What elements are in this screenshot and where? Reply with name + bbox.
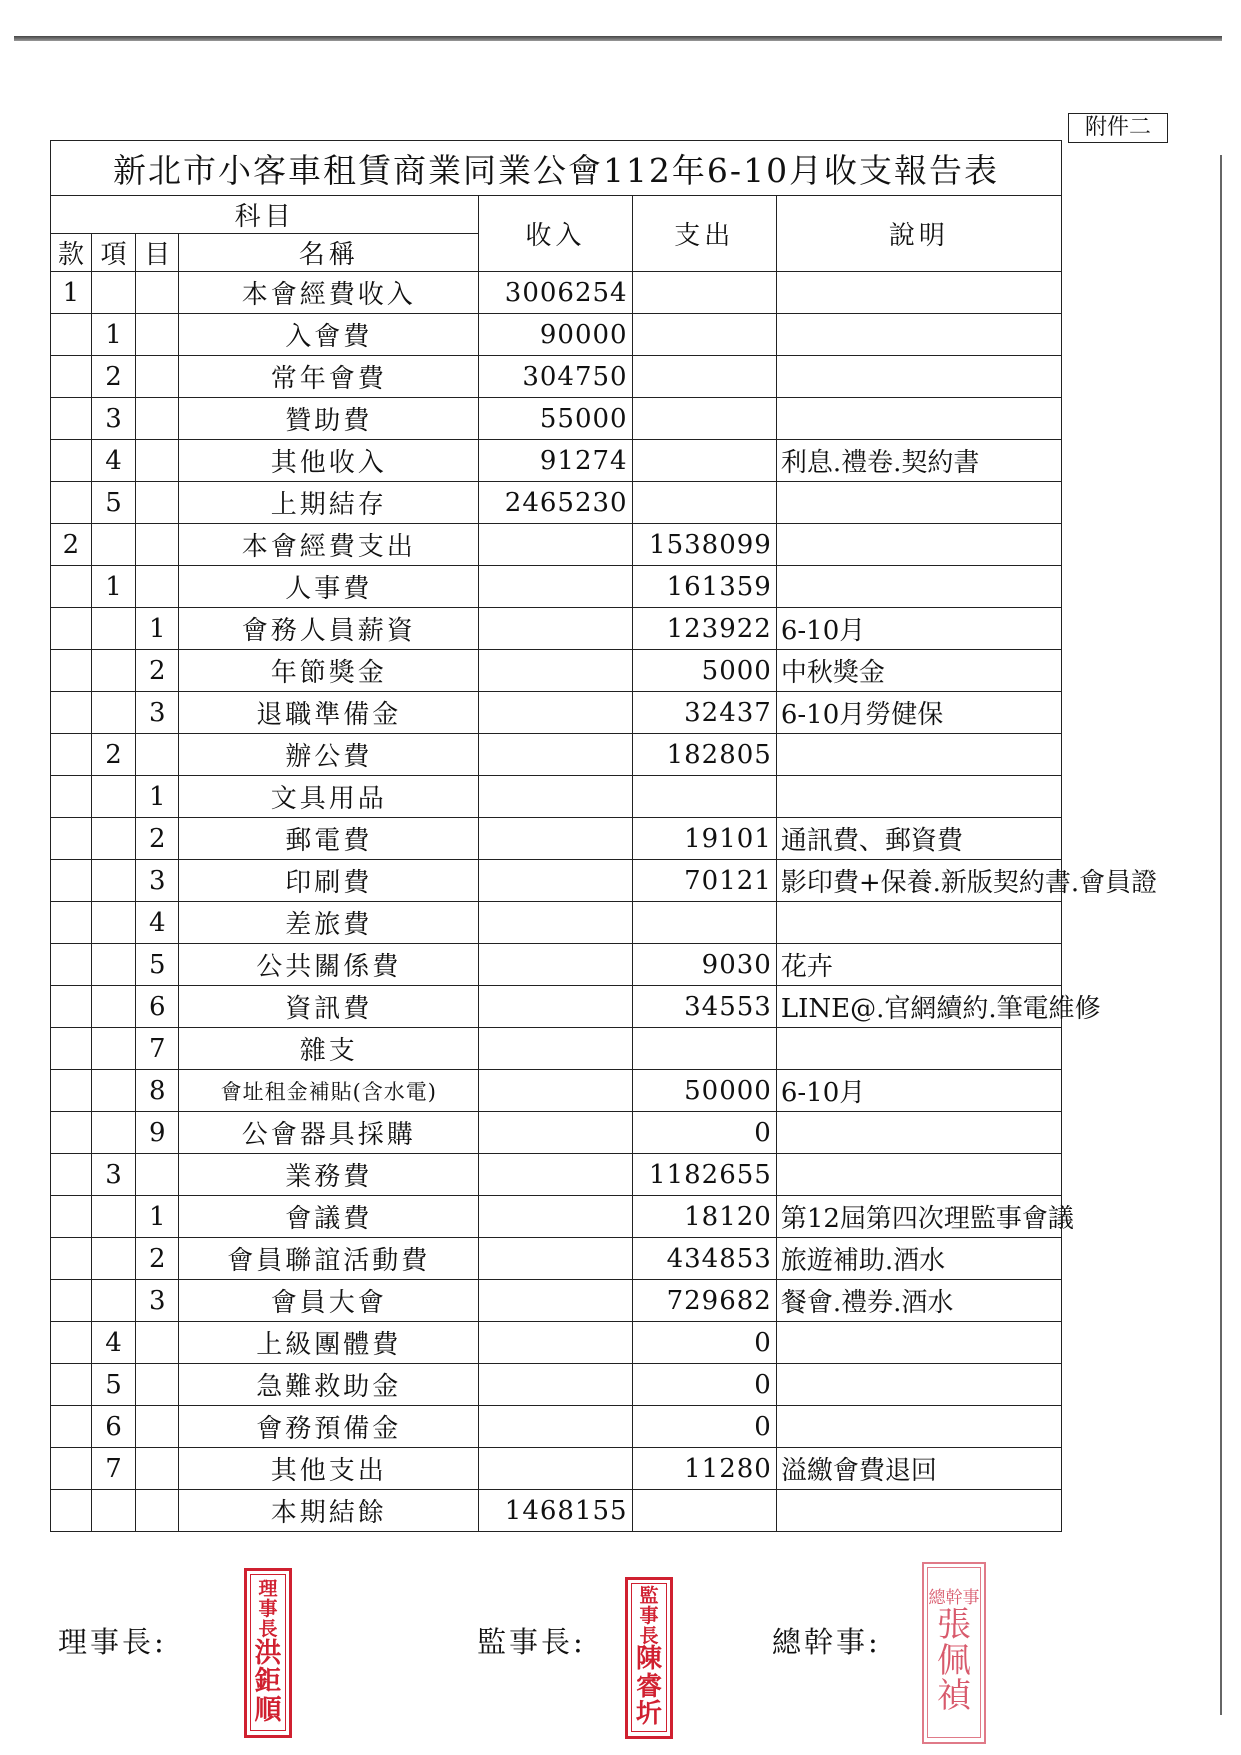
table-row — [51, 524, 1062, 566]
row-note: 花卉 — [776, 944, 1061, 986]
row-expense — [632, 1490, 776, 1532]
row-note — [776, 314, 1061, 356]
row-note — [776, 1406, 1061, 1448]
row-kuan — [51, 1322, 92, 1364]
row-income — [479, 1196, 632, 1238]
row-mu — [136, 524, 179, 566]
row-xiang: 2 — [91, 734, 135, 776]
row-note: 第12屆第四次理監事會議 — [776, 1196, 1061, 1238]
row-name: 公共關係費 — [179, 944, 479, 986]
row-note — [776, 272, 1061, 314]
row-xiang — [91, 608, 135, 650]
row-xiang: 4 — [91, 1322, 135, 1364]
row-expense: 70121 — [632, 860, 776, 902]
row-name: 急難救助金 — [179, 1364, 479, 1406]
row-expense: 1182655 — [632, 1154, 776, 1196]
row-name: 贊助費 — [179, 398, 479, 440]
row-mu: 7 — [136, 1028, 179, 1070]
row-name: 資訊費 — [179, 986, 479, 1028]
row-mu: 5 — [136, 944, 179, 986]
row-kuan — [51, 1280, 92, 1322]
table-row — [51, 818, 1062, 860]
row-expense: 434853 — [632, 1238, 776, 1280]
row-income — [479, 860, 632, 902]
row-note — [776, 566, 1061, 608]
row-mu — [136, 356, 179, 398]
header-mu: 目 — [136, 234, 179, 272]
row-xiang — [91, 1070, 135, 1112]
row-kuan — [51, 1448, 92, 1490]
scan-edge-line — [14, 36, 1222, 41]
row-note — [776, 902, 1061, 944]
row-mu: 3 — [136, 692, 179, 734]
row-xiang — [91, 986, 135, 1028]
supervisor-label: 監事長: — [477, 1625, 586, 1659]
row-xiang — [91, 1112, 135, 1154]
row-income — [479, 734, 632, 776]
table-row — [51, 1406, 1062, 1448]
row-note: 餐會.禮券.酒水 — [776, 1280, 1061, 1322]
row-note: 6-10月勞健保 — [776, 692, 1061, 734]
row-mu — [136, 1490, 179, 1532]
row-name: 會議費 — [179, 1196, 479, 1238]
row-name: 印刷費 — [179, 860, 479, 902]
row-income — [479, 1448, 632, 1490]
report-title: 新北市小客車租賃商業同業公會112年6-10月收支報告表 — [51, 141, 1062, 196]
row-income — [479, 1238, 632, 1280]
row-kuan — [51, 1364, 92, 1406]
row-note: LINE@.官網續約.筆電維修 — [776, 986, 1061, 1028]
row-expense: 19101 — [632, 818, 776, 860]
chairman-seal-name: 洪鉅順 — [254, 1637, 282, 1726]
row-income: 90000 — [479, 314, 632, 356]
supervisor-seal — [625, 1577, 673, 1739]
supervisor-seal-name: 陳睿圻 — [635, 1644, 662, 1730]
row-note — [776, 1154, 1061, 1196]
header-expense: 支出 — [632, 196, 776, 272]
row-note — [776, 1322, 1061, 1364]
row-name: 會員大會 — [179, 1280, 479, 1322]
row-note — [776, 776, 1061, 818]
row-name: 差旅費 — [179, 902, 479, 944]
row-name: 常年會費 — [179, 356, 479, 398]
row-kuan — [51, 776, 92, 818]
row-note: 6-10月 — [776, 1070, 1061, 1112]
row-xiang: 5 — [91, 482, 135, 524]
table-row — [51, 944, 1062, 986]
row-name: 年節獎金 — [179, 650, 479, 692]
row-kuan — [51, 1406, 92, 1448]
row-xiang — [91, 650, 135, 692]
row-xiang: 7 — [91, 1448, 135, 1490]
row-income — [479, 566, 632, 608]
row-name: 本期結餘 — [179, 1490, 479, 1532]
row-name: 會址租金補貼(含水電) — [179, 1070, 479, 1112]
row-income — [479, 944, 632, 986]
row-income — [479, 1280, 632, 1322]
secretary-seal — [922, 1562, 986, 1744]
table-row — [51, 1448, 1062, 1490]
row-expense: 0 — [632, 1364, 776, 1406]
row-kuan — [51, 1112, 92, 1154]
header-kuan: 款 — [51, 234, 92, 272]
row-name: 上期結存 — [179, 482, 479, 524]
row-xiang — [91, 692, 135, 734]
row-mu: 6 — [136, 986, 179, 1028]
row-income — [479, 650, 632, 692]
row-income — [479, 902, 632, 944]
row-name: 會務預備金 — [179, 1406, 479, 1448]
row-name: 入會費 — [179, 314, 479, 356]
row-kuan — [51, 566, 92, 608]
row-name: 公會器具採購 — [179, 1112, 479, 1154]
row-mu — [136, 272, 179, 314]
row-xiang: 6 — [91, 1406, 135, 1448]
row-mu — [136, 1364, 179, 1406]
row-kuan — [51, 1490, 92, 1532]
row-kuan — [51, 734, 92, 776]
row-expense: 32437 — [632, 692, 776, 734]
table-row — [51, 1490, 1062, 1532]
row-name: 退職準備金 — [179, 692, 479, 734]
row-xiang — [91, 776, 135, 818]
row-expense — [632, 272, 776, 314]
table-row — [51, 566, 1062, 608]
row-xiang — [91, 1280, 135, 1322]
table-row — [51, 440, 1062, 482]
row-name: 本會經費收入 — [179, 272, 479, 314]
row-income: 304750 — [479, 356, 632, 398]
row-name: 上級團體費 — [179, 1322, 479, 1364]
row-kuan — [51, 1028, 92, 1070]
row-mu — [136, 440, 179, 482]
row-income — [479, 1364, 632, 1406]
row-name: 其他收入 — [179, 440, 479, 482]
header-income: 收入 — [479, 196, 632, 272]
row-name: 郵電費 — [179, 818, 479, 860]
row-note: 中秋獎金 — [776, 650, 1061, 692]
chairman-label: 理事長: — [58, 1625, 167, 1659]
row-mu — [136, 734, 179, 776]
row-expense: 123922 — [632, 608, 776, 650]
row-kuan — [51, 1154, 92, 1196]
row-income — [479, 1112, 632, 1154]
row-kuan: 2 — [51, 524, 92, 566]
row-mu — [136, 482, 179, 524]
row-income: 1468155 — [479, 1490, 632, 1532]
row-kuan — [51, 398, 92, 440]
table-row — [51, 1322, 1062, 1364]
row-xiang: 1 — [91, 314, 135, 356]
row-xiang — [91, 524, 135, 566]
row-income: 3006254 — [479, 272, 632, 314]
secretary-label: 總幹事: — [772, 1625, 881, 1659]
row-income — [479, 818, 632, 860]
chairman-seal — [244, 1568, 292, 1738]
row-mu: 9 — [136, 1112, 179, 1154]
row-name: 雜支 — [179, 1028, 479, 1070]
table-row — [51, 1364, 1062, 1406]
row-kuan — [51, 692, 92, 734]
table-row — [51, 734, 1062, 776]
row-expense — [632, 314, 776, 356]
row-xiang: 2 — [91, 356, 135, 398]
row-mu — [136, 1448, 179, 1490]
row-expense: 0 — [632, 1406, 776, 1448]
row-kuan — [51, 440, 92, 482]
row-note — [776, 1490, 1061, 1532]
row-income — [479, 1070, 632, 1112]
row-xiang — [91, 1196, 135, 1238]
row-xiang — [91, 944, 135, 986]
table-row — [51, 314, 1062, 356]
table-row — [51, 776, 1062, 818]
row-kuan — [51, 986, 92, 1028]
row-mu: 2 — [136, 650, 179, 692]
table-row — [51, 902, 1062, 944]
row-kuan: 1 — [51, 272, 92, 314]
table-row — [51, 860, 1062, 902]
table-row — [51, 1028, 1062, 1070]
row-expense: 0 — [632, 1322, 776, 1364]
row-kuan — [51, 1196, 92, 1238]
table-row — [51, 272, 1062, 314]
row-xiang — [91, 1490, 135, 1532]
row-mu — [136, 1322, 179, 1364]
row-expense: 50000 — [632, 1070, 776, 1112]
row-note — [776, 1028, 1061, 1070]
table-row — [51, 356, 1062, 398]
row-name: 會務人員薪資 — [179, 608, 479, 650]
row-income — [479, 524, 632, 566]
row-income — [479, 692, 632, 734]
row-income: 91274 — [479, 440, 632, 482]
row-note — [776, 1364, 1061, 1406]
row-income — [479, 986, 632, 1028]
row-expense — [632, 356, 776, 398]
row-name: 業務費 — [179, 1154, 479, 1196]
row-kuan — [51, 902, 92, 944]
row-kuan — [51, 314, 92, 356]
row-expense — [632, 482, 776, 524]
row-note: 影印費+保養.新版契約書.會員證 — [776, 860, 1061, 902]
row-income — [479, 608, 632, 650]
row-xiang — [91, 1238, 135, 1280]
table-row — [51, 482, 1062, 524]
row-kuan — [51, 1238, 92, 1280]
header-xiang: 項 — [91, 234, 135, 272]
row-expense: 729682 — [632, 1280, 776, 1322]
row-note: 利息.禮卷.契約書 — [776, 440, 1061, 482]
row-xiang — [91, 902, 135, 944]
row-note — [776, 398, 1061, 440]
row-mu: 4 — [136, 902, 179, 944]
header-name: 名稱 — [179, 234, 479, 272]
table-row — [51, 650, 1062, 692]
secretary-seal-name: 張佩禎 — [937, 1604, 971, 1717]
table-row — [51, 1070, 1062, 1112]
attachment-label: 附件二 — [1068, 113, 1168, 143]
row-kuan — [51, 608, 92, 650]
row-note — [776, 734, 1061, 776]
table-row — [51, 692, 1062, 734]
header-note: 說明 — [776, 196, 1061, 272]
row-mu: 8 — [136, 1070, 179, 1112]
table-row — [51, 1238, 1062, 1280]
row-note — [776, 1112, 1061, 1154]
row-income: 55000 — [479, 398, 632, 440]
row-mu — [136, 398, 179, 440]
secretary-seal-title: 總幹事 — [928, 1588, 980, 1609]
row-income — [479, 1322, 632, 1364]
row-expense: 161359 — [632, 566, 776, 608]
row-expense: 34553 — [632, 986, 776, 1028]
supervisor-seal-title: 監事長 — [639, 1584, 659, 1647]
row-xiang — [91, 818, 135, 860]
row-expense — [632, 440, 776, 482]
row-expense: 182805 — [632, 734, 776, 776]
row-note — [776, 356, 1061, 398]
row-name: 本會經費支出 — [179, 524, 479, 566]
row-kuan — [51, 356, 92, 398]
row-expense — [632, 1028, 776, 1070]
row-expense: 18120 — [632, 1196, 776, 1238]
chairman-seal-title: 理事長 — [258, 1578, 278, 1640]
table-row — [51, 398, 1062, 440]
row-kuan — [51, 650, 92, 692]
row-mu: 2 — [136, 818, 179, 860]
row-xiang: 4 — [91, 440, 135, 482]
row-mu: 1 — [136, 776, 179, 818]
row-kuan — [51, 944, 92, 986]
row-mu — [136, 1154, 179, 1196]
row-income — [479, 1154, 632, 1196]
table-row — [51, 608, 1062, 650]
row-expense: 9030 — [632, 944, 776, 986]
row-income — [479, 1028, 632, 1070]
row-xiang — [91, 1028, 135, 1070]
row-mu — [136, 314, 179, 356]
row-xiang — [91, 860, 135, 902]
row-kuan — [51, 818, 92, 860]
row-kuan — [51, 860, 92, 902]
row-kuan — [51, 482, 92, 524]
row-note: 通訊費、郵資費 — [776, 818, 1061, 860]
row-expense — [632, 776, 776, 818]
row-name: 會員聯誼活動費 — [179, 1238, 479, 1280]
table-row — [51, 1280, 1062, 1322]
table-row — [51, 986, 1062, 1028]
row-income: 2465230 — [479, 482, 632, 524]
row-expense — [632, 902, 776, 944]
row-note: 溢繳會費退回 — [776, 1448, 1061, 1490]
row-mu — [136, 1406, 179, 1448]
table-row — [51, 1112, 1062, 1154]
row-xiang: 1 — [91, 566, 135, 608]
row-income — [479, 776, 632, 818]
row-expense: 1538099 — [632, 524, 776, 566]
row-note: 6-10月 — [776, 608, 1061, 650]
row-name: 辦公費 — [179, 734, 479, 776]
row-xiang: 5 — [91, 1364, 135, 1406]
row-expense: 5000 — [632, 650, 776, 692]
row-mu — [136, 566, 179, 608]
row-note: 旅遊補助.酒水 — [776, 1238, 1061, 1280]
row-mu: 2 — [136, 1238, 179, 1280]
row-xiang: 3 — [91, 1154, 135, 1196]
row-expense — [632, 398, 776, 440]
row-mu: 1 — [136, 608, 179, 650]
header-subject: 科目 — [51, 196, 479, 234]
row-kuan — [51, 1070, 92, 1112]
row-mu: 3 — [136, 860, 179, 902]
row-name: 人事費 — [179, 566, 479, 608]
income-expense-report-table — [50, 140, 1158, 1532]
table-row — [51, 1196, 1062, 1238]
row-xiang: 3 — [91, 398, 135, 440]
row-expense: 0 — [632, 1112, 776, 1154]
row-note — [776, 482, 1061, 524]
row-mu: 3 — [136, 1280, 179, 1322]
row-name: 其他支出 — [179, 1448, 479, 1490]
row-income — [479, 1406, 632, 1448]
row-mu: 1 — [136, 1196, 179, 1238]
row-xiang — [91, 272, 135, 314]
scan-edge-line-right — [1220, 155, 1222, 1715]
table-row — [51, 1154, 1062, 1196]
row-expense: 11280 — [632, 1448, 776, 1490]
row-note — [776, 524, 1061, 566]
row-name: 文具用品 — [179, 776, 479, 818]
